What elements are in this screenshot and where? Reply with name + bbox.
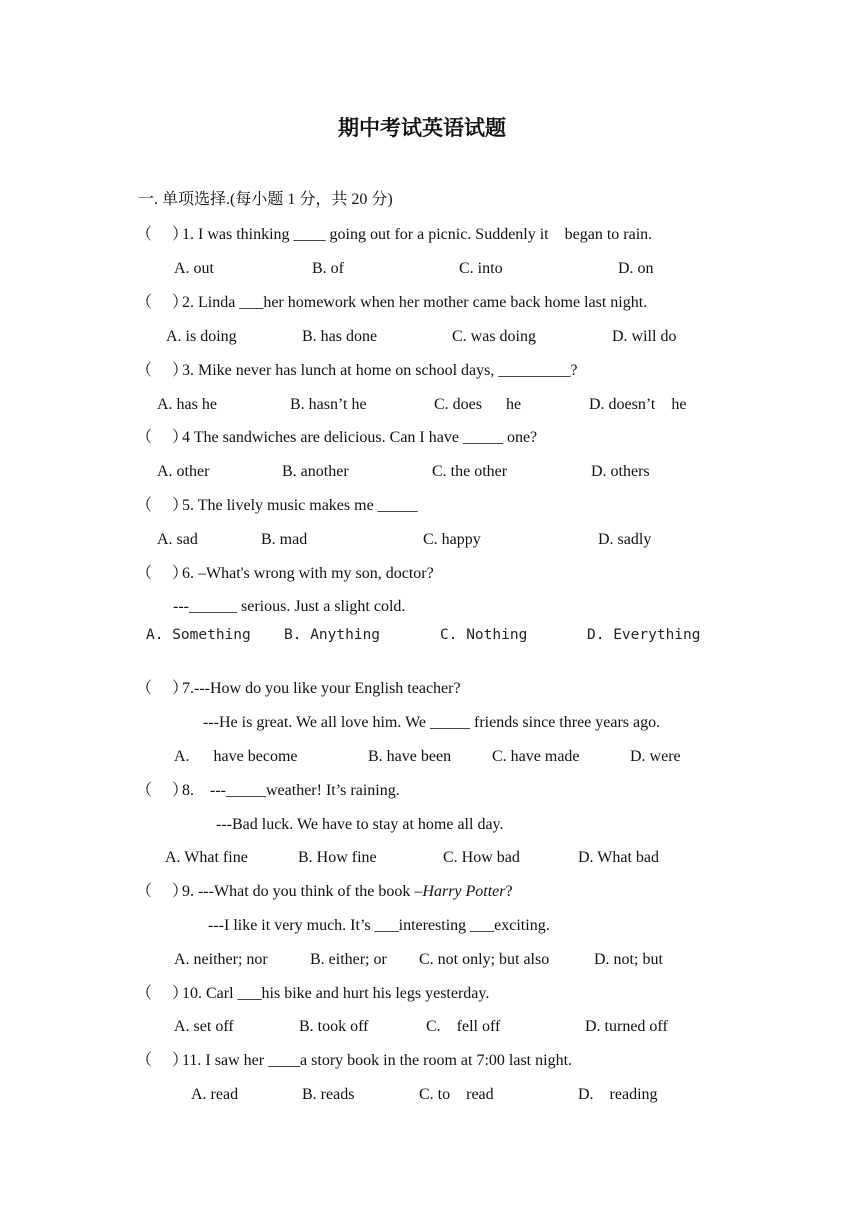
dialogue-line: ---He is great. We all love him. We _____ friends since three years ago.: [203, 714, 661, 731]
option-b: B. either; or: [310, 951, 387, 968]
option-a: A. have become: [174, 748, 298, 765]
option-d: D. not; but: [594, 951, 663, 968]
answer-bracket: （ ）: [136, 680, 189, 697]
answer-bracket: （ ）: [136, 565, 189, 582]
question-stem: [182, 882, 513, 902]
answer-bracket: （ ）: [136, 883, 189, 900]
answer-bracket: （ ）: [136, 294, 189, 311]
question-stem: 7.---How do you like your English teacher?: [182, 680, 461, 697]
question-stem: 3. Mike never has lunch at home on school days, _________?: [182, 362, 578, 379]
option-a: A. What fine: [165, 849, 248, 866]
option-a: A. other: [157, 463, 210, 480]
dialogue-line: ---Bad luck. We have to stay at home all day.: [216, 816, 504, 833]
dialogue-line: ---I like it very much. It’s ___interesting ___exciting.: [208, 917, 550, 934]
answer-bracket: （ ）: [136, 497, 189, 514]
option-d: D. Everything: [587, 627, 701, 643]
option-a: A. set off: [174, 1018, 234, 1035]
option-c: C. the other: [432, 463, 508, 480]
option-c: C. How bad: [443, 849, 520, 866]
option-a: A. out: [174, 260, 214, 277]
question-stem: 2. Linda ___her homework when her mother came back home last night.: [182, 294, 648, 311]
option-a: A. sad: [157, 531, 198, 548]
option-d: D. turned off: [585, 1018, 668, 1035]
answer-bracket: （ ）: [136, 1052, 189, 1069]
option-b: B. reads: [302, 1086, 355, 1103]
option-c: C. to read: [419, 1086, 494, 1103]
option-a: A. read: [191, 1086, 239, 1103]
question-stem: 10. Carl ___his bike and hurt his legs yesterday.: [182, 985, 490, 1002]
option-d: D. on: [618, 260, 654, 277]
option-d: D. What bad: [578, 849, 660, 866]
option-d: D. will do: [612, 328, 677, 345]
book-title: Harry Potter: [422, 883, 506, 900]
option-a: A. has he: [157, 396, 217, 413]
answer-bracket: （ ）: [136, 226, 189, 243]
question-stem: 4 The sandwiches are delicious. Can I have _____ one?: [182, 429, 538, 446]
option-b: B. has done: [302, 328, 378, 345]
answer-bracket: （ ）: [136, 782, 189, 799]
question-stem: 6. –What's wrong with my son, doctor?: [182, 565, 434, 582]
option-b: B. mad: [261, 531, 308, 548]
answer-bracket: （ ）: [136, 429, 189, 446]
option-a: A. neither; nor: [174, 951, 268, 968]
option-c: C. Nothing: [440, 627, 528, 643]
option-b: B. How fine: [298, 849, 377, 866]
option-b: B. another: [282, 463, 349, 480]
option-d: D. sadly: [598, 531, 652, 548]
option-b: B. of: [312, 260, 344, 277]
option-d: D. doesn’t he: [589, 396, 687, 413]
option-c: C. have made: [492, 748, 580, 765]
option-d: D. were: [630, 748, 681, 765]
option-b: B. took off: [299, 1018, 369, 1035]
dialogue-line: ---______ serious. Just a slight cold.: [173, 598, 406, 615]
answer-bracket: （ ）: [136, 985, 189, 1002]
option-b: B. Anything: [284, 627, 381, 643]
option-d: D. reading: [578, 1086, 658, 1103]
stem-text: 9. ---What do you think of the book –: [182, 883, 423, 900]
option-a: A. Something: [146, 627, 251, 643]
answer-bracket: （ ）: [136, 362, 189, 379]
option-c: C. fell off: [426, 1018, 501, 1035]
option-c: C. into: [459, 260, 503, 277]
option-d: D. others: [591, 463, 650, 480]
option-a: A. is doing: [166, 328, 237, 345]
question-stem: 11. I saw her ____a story book in the room at 7:00 last night.: [182, 1052, 573, 1069]
question-stem: 1. I was thinking ____ going out for a picnic. Suddenly it began to rain.: [182, 226, 653, 243]
option-c: C. was doing: [452, 328, 536, 345]
option-c: C. not only; but also: [419, 951, 550, 968]
option-b: B. hasn’t he: [290, 396, 367, 413]
question-stem: 5. The lively music makes me _____: [182, 497, 418, 514]
section-heading: 一. 单项选择.(每小题 1 分，共 20 分): [138, 191, 393, 208]
page-title: 期中考试英语试题: [338, 116, 506, 140]
option-c: C. does he: [434, 396, 522, 413]
option-c: C. happy: [423, 531, 481, 548]
question-stem: 8. ---_____weather! It’s raining.: [182, 782, 400, 799]
option-b: B. have been: [368, 748, 452, 765]
stem-end: ?: [505, 883, 513, 900]
